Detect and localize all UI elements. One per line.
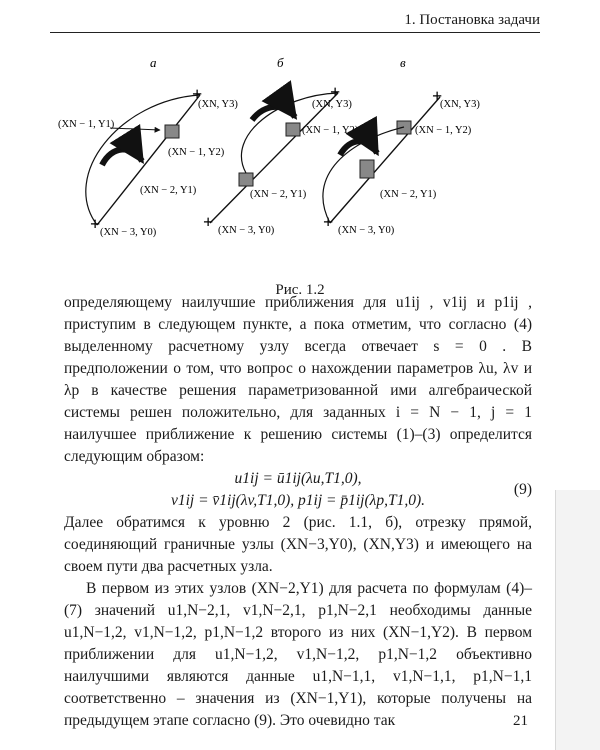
paragraph-2: Далее обратимся к уровню 2 (рис. 1.1, б), отрезку прямой, соединяющий граничные узлы (XN−3,Y0), (XN,Y3) и имеющего на своем пути два расчетных узла. [64,514,532,575]
plus-marker: + [90,214,101,234]
bold-arrow [340,141,377,155]
label-lower: (XN − 2, Y1) [140,185,197,196]
label-upper: (XN − 1, Y2) [415,125,472,136]
label-upper-left: (XN − 1, Y1) [58,119,115,130]
plus-marker: + [192,84,203,104]
plus-marker: + [203,212,214,232]
label-bottom: (XN − 3, Y0) [338,225,395,236]
node-cylinder [360,160,374,178]
panel-a-letter: а [150,55,157,70]
bold-arrow [252,107,295,120]
plus-marker: + [323,212,334,232]
label-upper: (XN − 1, Y2) [168,147,225,158]
equation-9-part-1: u1ij = ū1ij(λu,T1,0), [234,470,362,487]
paragraph-3: В первом из этих узлов (XN−2,Y1) для расчета по формулам (4)–(7) значений u1,N−2,1, v1,N−2,1, p1,N−2,1 необходимы данные u1,N−1,2, v1,N−1,2, p1,N−1,2 второго из них (XN−1,Y2). В первом приближении для u1,N−1,2, v1,N−1,2, p1,N−1,2 объективно наилучшими являются данные u1,N−1,1, v1,N−1,1, p1,N−1,1 соответственно – значения из (XN−1,Y1), которые получены на предыдущем этапе согласно (9). Это очевидно так [64,580,532,729]
label-bottom: (XN − 3, Y0) [218,225,275,236]
equation-number: (9) [513,481,532,498]
node-cylinder [286,123,300,136]
panel-c [323,55,480,236]
label-top: (XN, Y3) [198,99,238,110]
panel-a [58,55,238,238]
label-top: (XN, Y3) [312,99,352,110]
label-lower: (XN − 2, Y1) [250,189,307,200]
running-header-title: 1. Постановка задачи [404,12,540,28]
node-cylinder [165,125,179,138]
body-text [64,292,532,732]
scan-edge-shadow [555,490,600,750]
panel-b-letter: б [277,55,284,70]
running-header [50,10,540,33]
figure-caption: Рис. 1.2 [275,282,325,298]
label-top: (XN, Y3) [440,99,480,110]
paragraph-1: определяющему наилучшие приближения для u1ij , v1ij и p1ij , приступим в следующем пункте, а пока отметим, что согласно (4) выделенному расчетному узлу всегда отвечает s = 0 . В предположении о том, что вопрос о нахождении параметров λu, λv и λp в качестве решения параметризованной ими алгебраической системы решен положительно, для заданных i = N − 1, j = 1 наилучшее приближение к решению системы (1)–(3) определится следующим образом: [64,294,532,465]
bold-arrow [102,149,142,165]
label-bottom: (XN − 3, Y0) [100,227,157,238]
equation-9-line-1 [64,468,532,498]
node-cylinder [239,173,253,186]
panel-c-letter: в [400,55,406,70]
plus-marker: + [330,82,341,102]
panel-b [203,55,359,236]
equation-9-line-2 [64,490,532,512]
figure-1-2 [40,55,560,270]
plus-marker: + [432,86,443,106]
equation-9-part-2: v1ij = v̄1ij(λv,T1,0), p1ij = p̄1ij(λp,T1,0). [170,492,426,509]
page-number: 21 [513,713,528,729]
label-lower: (XN − 2, Y1) [380,189,437,200]
label-upper: (XN − 1, Y2) [302,125,359,136]
